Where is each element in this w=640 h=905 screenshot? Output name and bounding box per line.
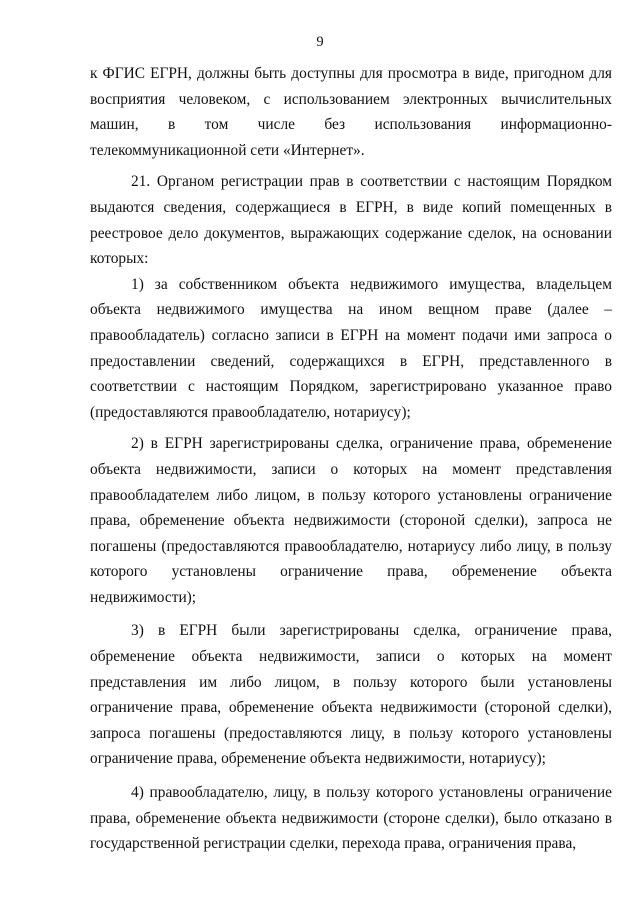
document-body — [90, 61, 612, 857]
paragraph-item-21: 21. Органом регистрации прав в соответствии с настоящим Порядком выдаются сведения, содержащиеся в ЕГРН, в виде копий помещенных в реестровое дело документов, выражающих содержание сделок, на основании которых: — [90, 173, 612, 268]
paragraph-continuation: к ФГИС ЕГРН, должны быть доступны для просмотра в виде, пригодном для восприятия человеком, с использованием электронных вычислительных машин, в том числе без использования информационно-телекоммуникационной сети «Интернет». — [90, 65, 612, 159]
paragraph-subitem-2: 2) в ЕГРН зарегистрированы сделка, ограничение права, обременение объекта недвижимости, записи о которых на момент представления правообладателем либо лицом, в пользу которого установлены ограничение права, обременение объекта недвижимости (стороной сделки), запроса не погашены (предоставляются правообладателю, нотариусу либо лицу, в пользу которого установлены ограничение права, обременение объекта недвижимости); — [90, 435, 612, 606]
paragraph-subitem-4: 4) правообладателю, лицу, в пользу которого установлены ограничение права, обременение объекта недвижимости (стороне сделки), было отказано в государственной регистрации сделки, перехода права, ограничения права, — [90, 784, 612, 853]
paragraph-subitem-1: 1) за собственником объекта недвижимого имущества, владельцем объекта недвижимого имущества на ином вещном праве (далее – правообладатель) согласно записи в ЕГРН на момент подачи ими запроса о предоставлении сведений, содержащихся в ЕГРН, представленного в соответствии с настоящим Порядком, зарегистрировано указанное право (предоставляются правообладателю, нотариусу); — [90, 275, 612, 421]
page-number: 9 — [316, 34, 324, 50]
paragraph-subitem-3: 3) в ЕГРН были зарегистрированы сделка, ограничение права, обременение объекта недвижимости, записи о которых на момент представления им либо лицом, в пользу которого были установлены ограничение права, обременение объекта недвижимости (стороной сделки), запроса погашены (предоставляются лицу, в пользу которого установлены ограничение права, обременение объекта недвижимости, нотариусу); — [90, 622, 612, 768]
